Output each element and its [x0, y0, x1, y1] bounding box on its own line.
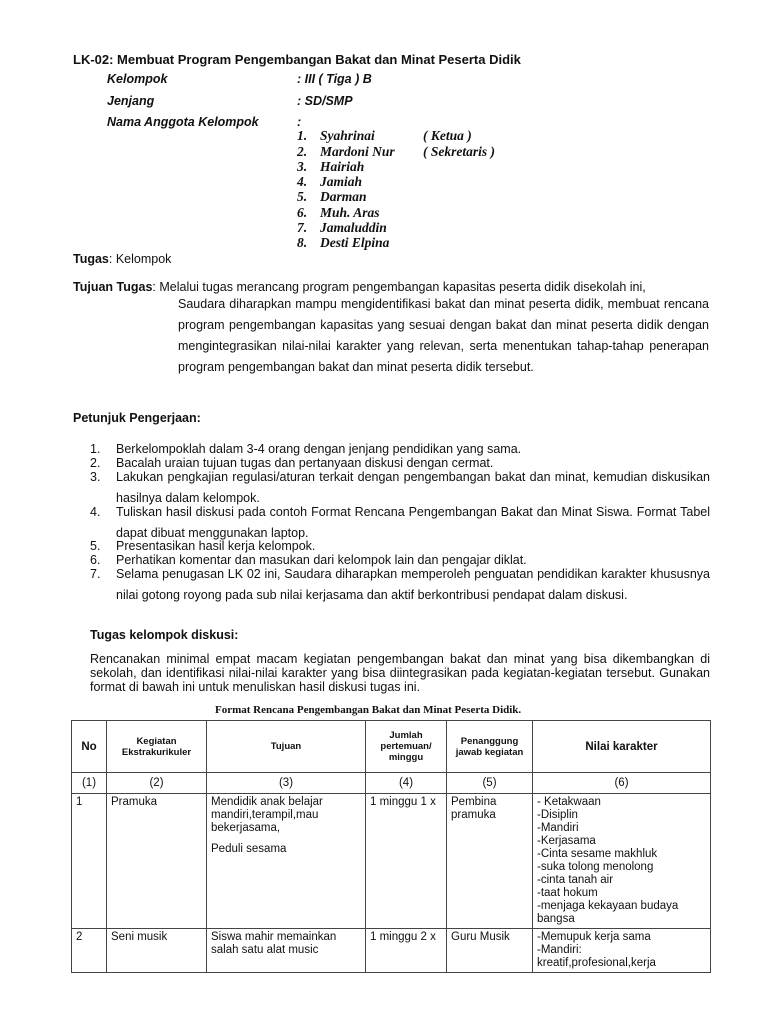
meta-label-anggota: Nama Anggota Kelompok: [107, 115, 259, 129]
diskusi-heading: Tugas kelompok diskusi:: [90, 628, 239, 642]
table-row: [72, 794, 711, 929]
member-item: 8. Desti Elpina: [297, 235, 390, 250]
table-header-row: [72, 721, 711, 773]
table-index-row: [72, 773, 711, 794]
index-cell: (4): [366, 773, 447, 794]
table-row: [72, 929, 711, 973]
cell-penanggung: Guru Musik: [447, 929, 533, 973]
header-jumlah: Jumlah pertemuan/ minggu: [366, 721, 447, 773]
member-item: 5. Darman: [297, 189, 367, 204]
cell-jumlah: 1 minggu 1 x: [366, 794, 447, 929]
tujuan-text-extra: Peduli sesama: [211, 843, 287, 855]
tugas-line: [73, 252, 171, 266]
member-item: 1. Syahrinai ( Ketua ): [297, 128, 472, 143]
tugas-value: : Kelompok: [108, 252, 172, 266]
meta-value-kelompok: : III ( Tiga ) B: [297, 72, 372, 86]
cell-tujuan: [207, 929, 366, 973]
cell-no: 1: [72, 794, 107, 929]
meta-label-kelompok: Kelompok: [107, 72, 168, 86]
cell-nilai: - Ketakwaan -Disiplin -Mandiri -Kerjasama -Cinta sesame makhluk -suka tolong menolong -cinta tanah air -taat hokum -menjaga kekayaan budaya bangsa: [533, 794, 711, 929]
meta-label-jenjang: Jenjang: [107, 94, 155, 108]
index-cell: (5): [447, 773, 533, 794]
index-cell: (2): [107, 773, 207, 794]
document-title: LK-02: Membuat Program Pengembangan Bakat dan Minat Peserta Didik: [73, 52, 521, 67]
header-no: No: [72, 721, 107, 773]
index-cell: (6): [533, 773, 711, 794]
cell-tujuan: [207, 794, 366, 929]
meta-value-jenjang: : SD/SMP: [297, 94, 353, 108]
cell-jumlah: 1 minggu 2 x: [366, 929, 447, 973]
header-tujuan: Tujuan: [207, 721, 366, 773]
cell-kegiatan: Seni musik: [107, 929, 207, 973]
member-item: 7. Jamaluddin: [297, 220, 387, 235]
member-item: 6. Muh. Aras: [297, 205, 380, 220]
tujuan-line: [73, 280, 646, 294]
member-item: 3. Hairiah: [297, 159, 365, 174]
tujuan-label: Tujuan Tugas: [73, 280, 153, 294]
cell-kegiatan: Pramuka: [107, 794, 207, 929]
header-nilai: Nilai karakter: [533, 721, 711, 773]
diskusi-paragraph: Rencanakan minimal empat macam kegiatan pengembangan bakat dan minat yang bisa dikembangkan di sekolah, dan identifikasi nilai-nilai karakter yang bisa diintegrasikan pada kegiatan-kegiatan tersebut. Gunakan format di bawah ini untuk menuliskan hasil diskusi tugas ini.: [90, 652, 710, 694]
table-caption: Format Rencana Pengembangan Bakat dan Minat Peserta Didik.: [215, 704, 522, 716]
member-item: 4. Jamiah: [297, 174, 363, 189]
header-kegiatan: Kegiatan Ekstrakurikuler: [107, 721, 207, 773]
cell-nilai: -Memupuk kerja sama -Mandiri: kreatif,profesional,kerja: [533, 929, 711, 973]
tugas-label: Tugas: [73, 252, 109, 266]
index-cell: (3): [207, 773, 366, 794]
cell-no: 2: [72, 929, 107, 973]
petunjuk-heading: Petunjuk Pengerjaan:: [73, 411, 201, 425]
tujuan-text: Mendidik anak belajar mandiri,terampil,mau bekerjasama,: [211, 796, 323, 834]
rencana-table: [71, 720, 711, 973]
member-item: 2. Mardoni Nur ( Sekretaris ): [297, 144, 495, 159]
tujuan-first-line: : Melalui tugas merancang program pengembangan kapasitas peserta didik disekolah ini,: [152, 280, 646, 294]
cell-penanggung: Pembina pramuka: [447, 794, 533, 929]
tujuan-text: Siswa mahir memainkan salah satu alat music: [211, 931, 337, 956]
tujuan-paragraph: Saudara diharapkan mampu mengidentifikasi bakat dan minat peserta didik, membuat rencana program pengembangan kapasitas yang sesuai dengan bakat dan minat peserta didik dengan mengintegrasikan nilai-nilai karakter yang relevan, serta menentukan tahap-tahap penerapan program pengembangan bakat dan minat peserta didik tersebut.: [178, 297, 709, 374]
index-cell: (1): [72, 773, 107, 794]
meta-value-anggota: :: [297, 115, 302, 129]
header-penanggung: Penanggung jawab kegiatan: [447, 721, 533, 773]
